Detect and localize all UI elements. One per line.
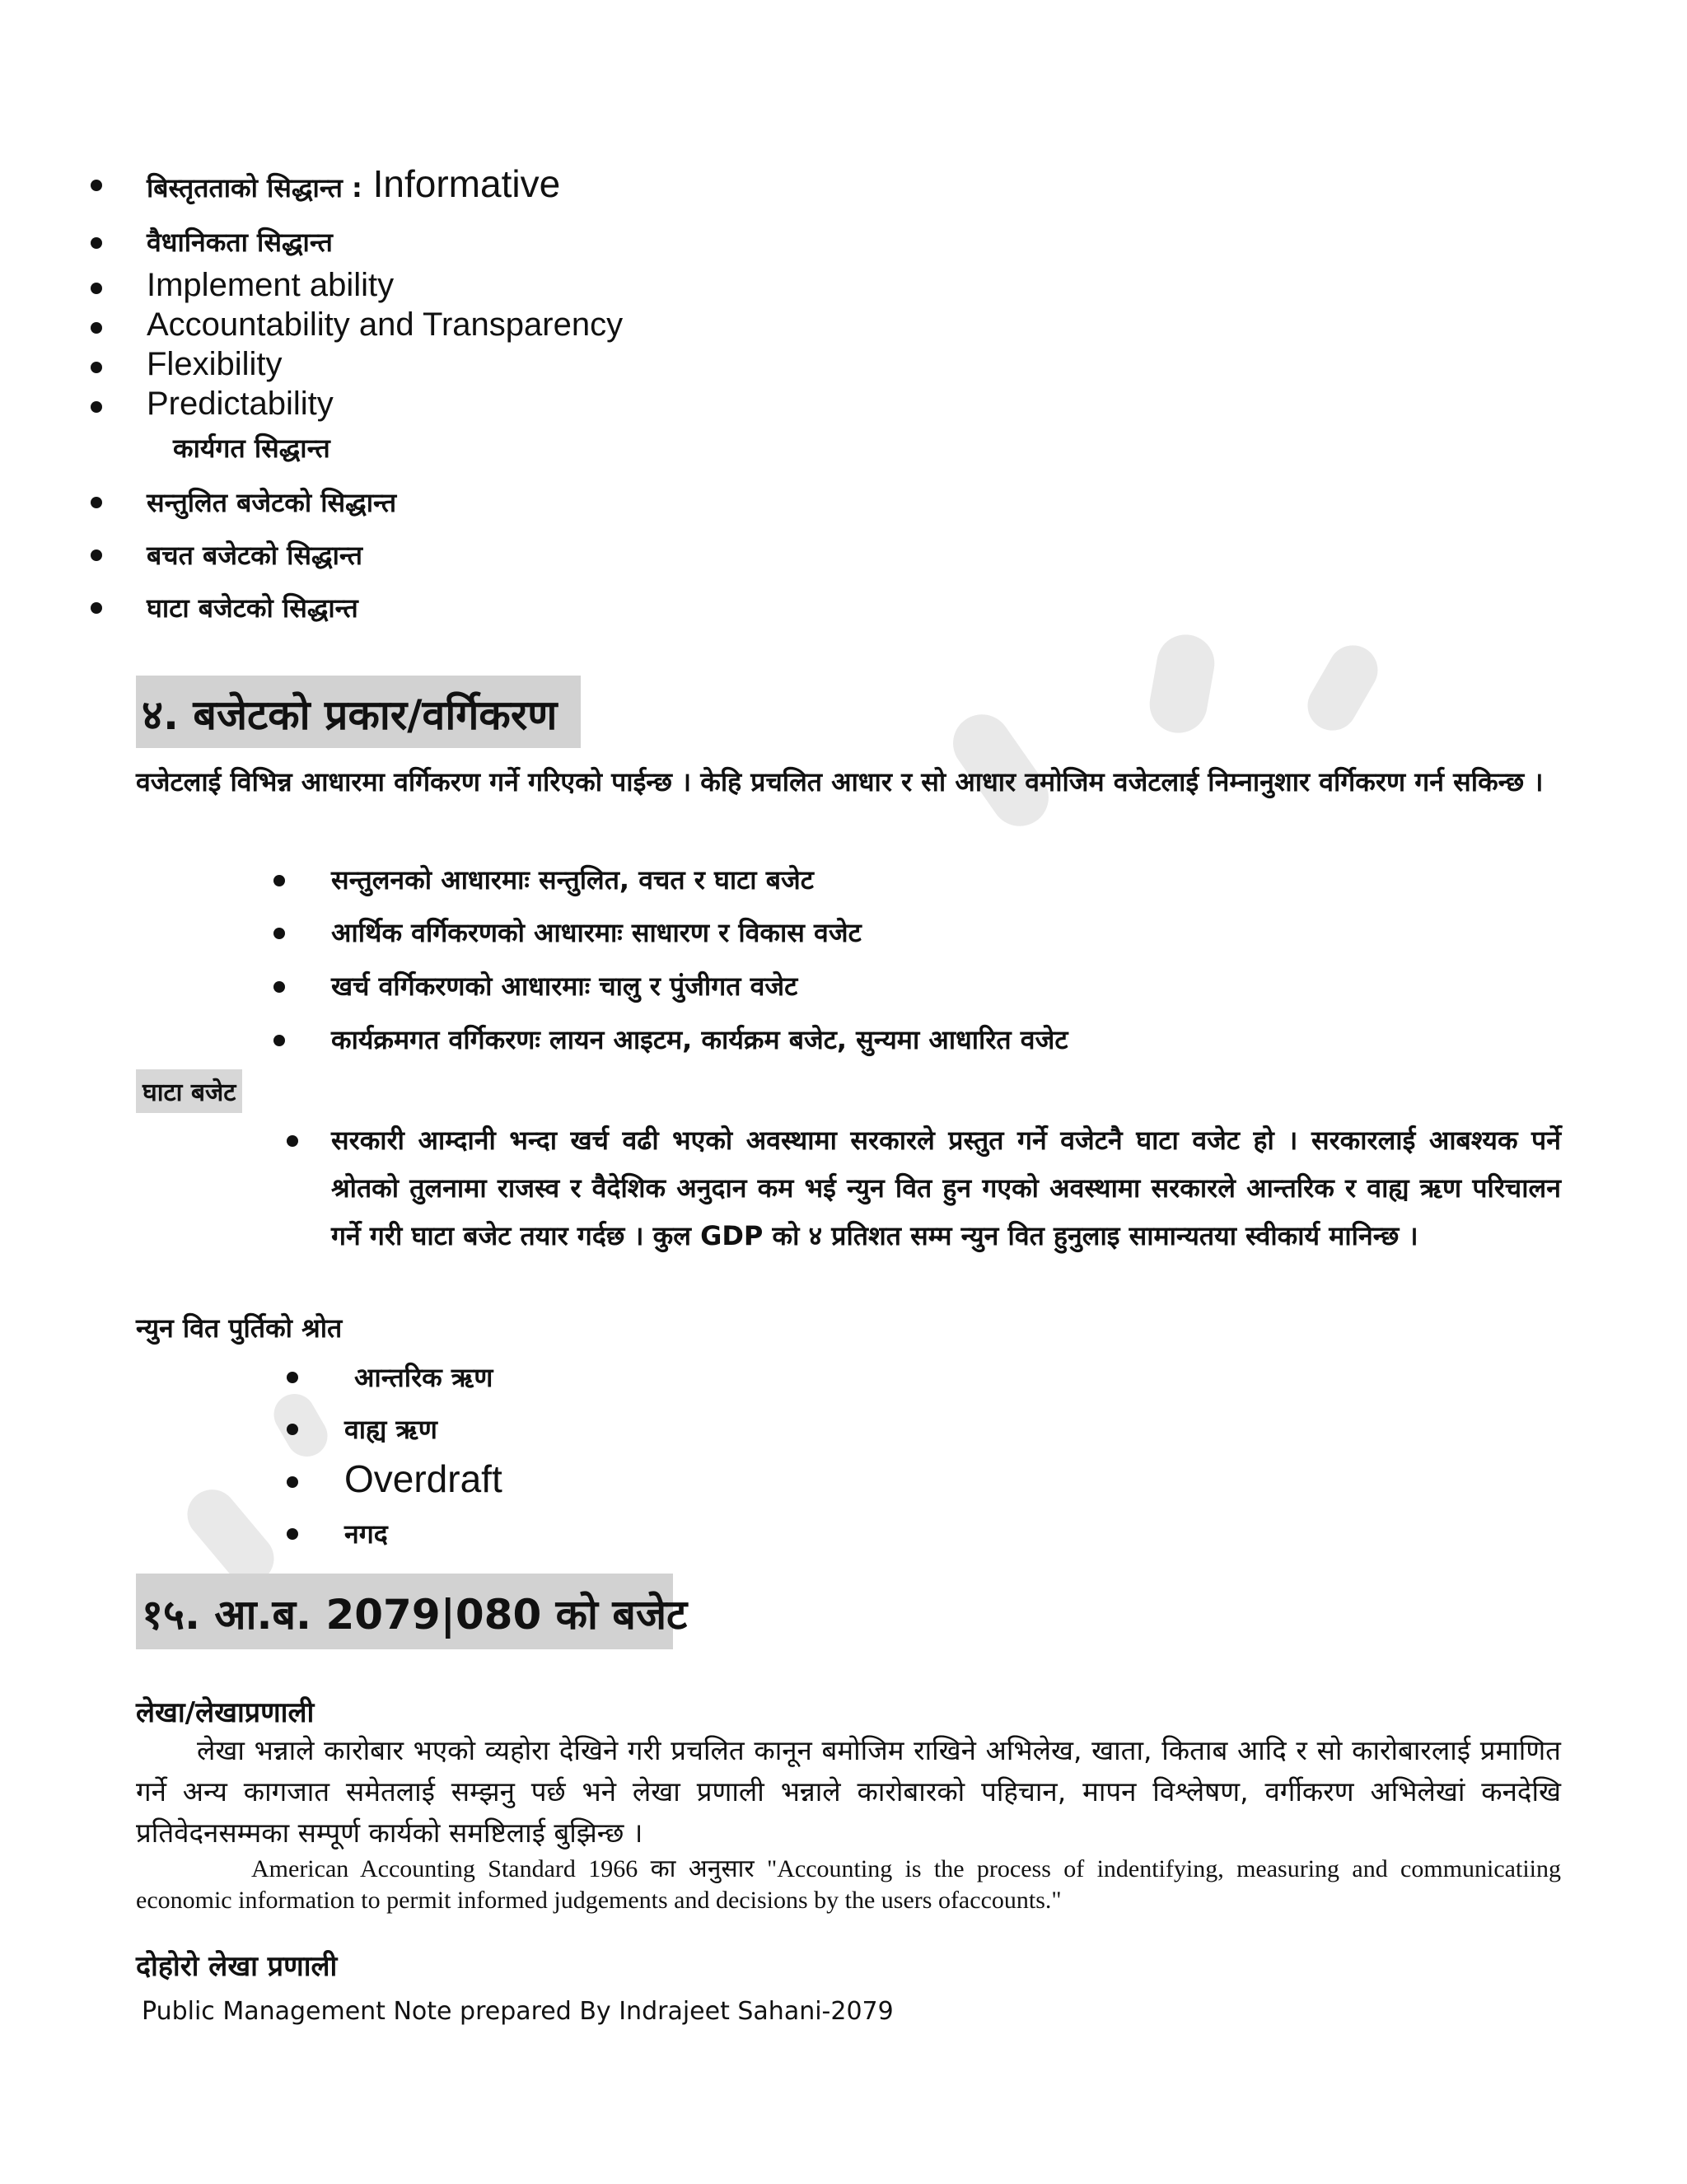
- list-item: नगद: [344, 1518, 388, 1550]
- list-item: Implement ability: [147, 267, 395, 303]
- list-item: आन्तरिक ऋण: [354, 1362, 493, 1393]
- accounting-quote: American Accounting Standard 1966 का अनुसार "Accounting is the process of indentifying, measuring and communicatiing economic information to permit informed judgements and decisions by the users ofaccounts.": [136, 1855, 1561, 1914]
- list-item: आर्थिक वर्गिकरणको आधारमाः साधारण र विकास वजेट: [331, 917, 862, 948]
- list-item: Predictability: [147, 386, 334, 422]
- list-item: Flexibility: [147, 346, 283, 382]
- bullet-icon: [91, 237, 102, 249]
- bullet-icon: [91, 362, 102, 373]
- bullet-icon: [91, 401, 102, 413]
- list-item: घाटा बजेटको सिद्धान्त: [147, 592, 358, 624]
- list-item: वाह्य ऋण: [344, 1414, 437, 1445]
- list-item: बिस्तृतताको सिद्धान्त : Informative: [147, 162, 561, 205]
- bullet-icon: [273, 981, 285, 993]
- bullet-icon: [273, 1035, 285, 1046]
- list-item: सन्तुलित बजेटको सिद्धान्त: [147, 487, 397, 518]
- bullet-icon: [91, 322, 102, 334]
- bullet-icon: [91, 550, 102, 561]
- bullet-icon: [287, 1476, 298, 1488]
- bullet-icon: [287, 1424, 298, 1435]
- deficit-budget-text: सरकारी आम्दानी भन्दा खर्च वढी भएको अवस्थामा सरकारले प्रस्तुत गर्ने वजेटनै घाटा वजेट हो । सरकारलाई आबश्यक पर्ने श्रोतको तुलनामा राजस्व र वैदेशिक अनुदान कम भई न्युन वित हुन गएको अवस्थामा सरकारले आन्तरिक र वाह्य ऋण परिचालन गर्ने गरी घाटा बजेट तयार गर्दछ । कुल GDP को ४ प्रतिशत सम्म न्युन वित हुनुलाइ सामान्यतया स्वीकार्य मानिन्छ ।: [331, 1125, 1561, 1251]
- bullet-icon: [287, 1372, 298, 1383]
- section-4-intro: वजेटलाई विभिन्न आधारमा वर्गिकरण गर्ने गरिएको पाईन्छ । केहि प्रचलित आधार र सो आधार वमोजिम वजेटलाई निम्नानुशार वर्गिकरण गर्न सकिन्छ ।: [136, 766, 1544, 797]
- section-15-title: १५. आ.ब. 2079|080 को बजेट: [142, 1591, 688, 1639]
- watermark-arc: [1145, 630, 1219, 737]
- deficit-sources-title: न्युन वित पुर्तिको श्रोत: [136, 1312, 343, 1344]
- list-item: बचत बजेटको सिद्धान्त: [147, 540, 362, 571]
- bullet-icon: [273, 928, 285, 939]
- list-item: Accountability and Transparency: [147, 306, 624, 343]
- bullet-icon: [91, 497, 102, 508]
- bullet-icon: [91, 180, 102, 191]
- watermark-arc: [1299, 636, 1387, 739]
- deficit-budget-label: घाटा बजेट: [136, 1069, 242, 1113]
- bullet-icon: [91, 602, 102, 614]
- list-item: Overdraft: [344, 1457, 502, 1500]
- list-item: वैधानिकता सिद्धान्त: [147, 227, 333, 258]
- accounting-paragraph: लेखा भन्नाले कारोबार भएको व्यहोरा देखिने गरी प्रचलित कानून बमोजिम राखिने अभिलेख, खाता, किताब आदि र सो कारोबारलाई प्रमाणित गर्ने अन्य कागजात समेतलाई सम्झनु पर्छ भने लेखा प्रणाली भन्नाले कारोबारको पहिचान, मापन विश्लेषण, वर्गीकरण अभिलेखां कनदेखि प्रतिवेदनसम्मका सम्पूर्ण कार्यको समष्टिलाई बुझिन्छ ।: [136, 1734, 1561, 1849]
- list-item: खर्च वर्गिकरणको आधारमाः चालु र पुंजीगत वजेट: [331, 970, 798, 1002]
- double-entry-title: दोहोरो लेखा प्रणाली: [136, 1950, 338, 1983]
- bullet-icon: [273, 875, 285, 886]
- bullet-icon: [287, 1528, 298, 1540]
- page-footer: Public Management Note prepared By Indrajeet Sahani-2079: [142, 1997, 894, 2026]
- bullet-icon: [91, 283, 102, 294]
- watermark-arc: [266, 1387, 334, 1464]
- functional-principles-heading: कार्यगत सिद्धान्त: [173, 433, 330, 464]
- bullet-icon: [287, 1135, 298, 1147]
- accounting-title: लेखा/लेखाप्रणाली: [136, 1696, 315, 1729]
- list-item: कार्यक्रमगत वर्गिकरणः लायन आइटम, कार्यक्रम बजेट, सुन्यमा आधारित वजेट: [331, 1024, 1068, 1055]
- list-item: सन्तुलनको आधारमाः सन्तुलित, वचत र घाटा बजेट: [331, 864, 814, 896]
- section-4-title: ४. बजेटको प्रकार/वर्गिकरण: [142, 691, 558, 739]
